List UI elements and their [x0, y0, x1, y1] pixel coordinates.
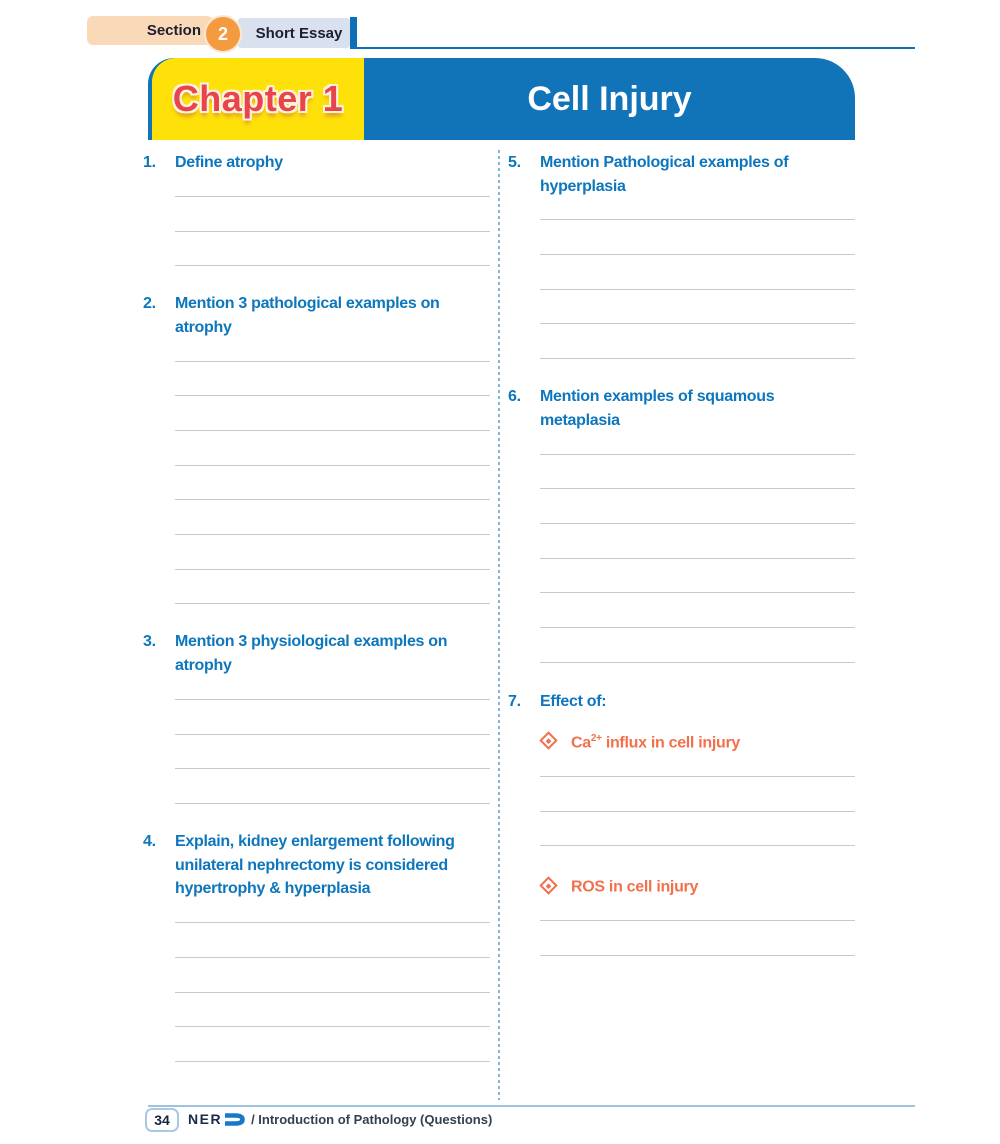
questions-left-column: [143, 146, 490, 1062]
answer-line: [540, 324, 855, 359]
question-text-line: Effect of:: [540, 692, 607, 710]
question-number: 7.: [508, 692, 521, 710]
section-tab: [87, 16, 213, 45]
chapter-banner: [148, 58, 855, 140]
footer: [188, 1111, 492, 1127]
answer-line: [175, 535, 490, 570]
answer-line: [540, 290, 855, 325]
answer-line: [175, 570, 490, 605]
section-number-badge: [204, 15, 242, 53]
question-number: 4.: [143, 833, 156, 851]
question-item-4: [143, 830, 490, 1062]
answer-line: [540, 255, 855, 290]
answer-line: [175, 735, 490, 770]
question-number: 3.: [143, 633, 156, 651]
answer-line: [175, 993, 490, 1028]
answer-line: [175, 958, 490, 993]
question-text-line: Mention 3 pathological examples on: [175, 295, 440, 313]
question-text-line: atrophy: [175, 318, 232, 336]
d-bars-icon: [223, 1112, 245, 1127]
section-type-label: Short Essay: [255, 24, 343, 42]
question-text-line: unilateral nephrectomy is considered: [175, 856, 448, 874]
tab-accent-bar: [350, 17, 357, 49]
question-number: 6.: [508, 388, 521, 406]
answer-line: [175, 396, 490, 431]
answer-line: [175, 700, 490, 735]
chapter-label: Chapter 1: [172, 78, 344, 119]
answer-line: [175, 923, 490, 958]
answer-line: [175, 232, 490, 267]
answer-line: [540, 489, 855, 524]
answer-line: [175, 500, 490, 535]
question-item-1: [143, 151, 490, 266]
question-item-3: [143, 630, 490, 803]
answer-line: [540, 455, 855, 490]
answer-line: [540, 559, 855, 594]
question-text-line: metaplasia: [540, 411, 620, 429]
question-text-line: Define atrophy: [175, 154, 283, 171]
answer-line: [540, 921, 855, 956]
header-rule: [357, 47, 915, 49]
answer-line: [540, 524, 855, 559]
brand-text: NER: [188, 1111, 223, 1127]
question-text-line: Mention examples of squamous: [540, 388, 775, 406]
section-label: Section: [146, 22, 201, 39]
question-text-line: Explain, kidney enlargement following: [175, 833, 455, 851]
answer-line: [175, 466, 490, 501]
question-text-line: atrophy: [175, 656, 232, 674]
answer-line: [540, 777, 855, 812]
answer-line: [175, 1027, 490, 1062]
column-divider: [498, 150, 500, 1100]
answer-lines: [540, 186, 855, 359]
question-number: 2.: [143, 295, 156, 313]
question-text-line: Mention 3 physiological examples on: [175, 633, 448, 651]
answer-lines: [175, 162, 490, 266]
answer-line: [540, 812, 855, 847]
subquestion-text: [571, 727, 740, 755]
subquestion-text: [571, 871, 698, 899]
question-text-line: hyperplasia: [540, 177, 626, 195]
answer-lines: [540, 742, 855, 846]
answer-lines: [540, 420, 855, 663]
question-text-line: Mention Pathological examples of: [540, 154, 789, 171]
section-type-tab: [238, 18, 350, 48]
question-text: [540, 690, 855, 714]
subquestion-text-pre: ROS in cell injury: [571, 878, 699, 896]
question-number: 5.: [508, 154, 521, 171]
question-item-2: [143, 292, 490, 604]
question-item-5: [508, 151, 855, 359]
footer-rule: [148, 1105, 915, 1107]
page-number: 34: [154, 1112, 170, 1128]
subquestion-text-pre: Ca: [571, 733, 591, 751]
answer-line: [175, 362, 490, 397]
answer-line: [540, 220, 855, 255]
section-number: 2: [217, 23, 228, 44]
subquestion-text-sup: 2+: [590, 732, 602, 744]
answer-line: [175, 431, 490, 466]
answer-lines: [175, 327, 490, 605]
answer-line: [175, 197, 490, 232]
questions-right-column: [508, 146, 855, 956]
answer-lines: [175, 665, 490, 804]
footer-source: / Introduction of Pathology (Questions): [251, 1111, 493, 1127]
answer-lines: [175, 889, 490, 1062]
question-text-line: hypertrophy & hyperplasia: [175, 880, 371, 898]
page-number-badge: [145, 1108, 179, 1132]
question-item-7: [508, 690, 855, 957]
chapter-title: Cell Injury: [527, 79, 692, 118]
subquestion-text-post: influx in cell injury: [601, 733, 740, 751]
chapter-label-box: [152, 58, 364, 140]
answer-line: [540, 593, 855, 628]
question-number: 1.: [143, 154, 156, 171]
answer-line: [540, 628, 855, 663]
question-item-6: [508, 385, 855, 663]
answer-line: [175, 769, 490, 804]
